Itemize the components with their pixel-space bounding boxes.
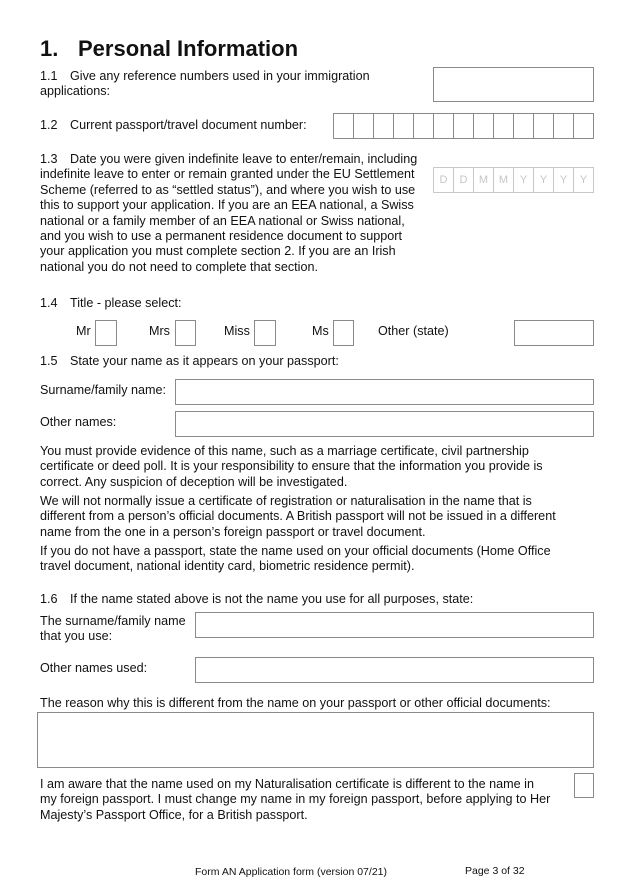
title-other-label: Other (state) [378, 324, 449, 338]
other-names-used-label: Other names used: [40, 661, 148, 675]
official-documents-note: We will not normally issue a certificate of registration or naturalisation in the name that is different from a person’s official documents. A British passport will not be issued in a different name from the one in a person’s foreign passport or travel document. [40, 494, 556, 539]
surname-label: Surname/family name: [40, 383, 166, 397]
other-names-input[interactable] [175, 411, 594, 437]
footer-page-number: Page 3 of 32 [465, 865, 525, 877]
q1-4-label: 1.4 Title - please select: [40, 296, 182, 310]
q1-2-label: 1.2 Current passport/travel document number: [40, 118, 307, 132]
title-mrs-checkbox[interactable] [175, 320, 196, 346]
title-mr-checkbox[interactable] [95, 320, 117, 346]
section-title: 1. Personal Information [40, 36, 299, 61]
used-surname-label: The surname/family name that you use: [40, 614, 186, 644]
no-passport-note: If you do not have a passport, state the name used on your official documents (Home Office travel document, national identity card, biometric residence permit). [40, 544, 551, 574]
awareness-checkbox[interactable] [574, 773, 594, 798]
q1-1-label: 1.1 Give any reference numbers used in your immigration applications: [40, 69, 370, 99]
title-mrs-label: Mrs [149, 324, 170, 338]
awareness-statement: I am aware that the name used on my Naturalisation certificate is different to the name in my foreign passport. I must change my name in my foreign passport, before applying to Her Majesty’s Passport Office, for a British passport. [40, 777, 551, 822]
surname-input[interactable] [175, 379, 594, 405]
reason-label: The reason why this is different from the name on your passport or other official documents: [40, 696, 551, 710]
footer-form-version: Form AN Application form (version 07/21) [195, 866, 387, 878]
used-surname-input[interactable] [195, 612, 594, 638]
title-mr-label: Mr [76, 324, 91, 338]
other-names-label: Other names: [40, 415, 117, 429]
reason-textarea[interactable] [37, 712, 594, 768]
reference-numbers-input[interactable] [433, 67, 594, 102]
q1-6-label: 1.6 If the name stated above is not the name you use for all purposes, state: [40, 592, 474, 606]
q1-5-label: 1.5 State your name as it appears on your passport: [40, 354, 339, 368]
settled-date-input[interactable]: D D M M Y Y Y Y [433, 167, 594, 193]
title-miss-label: Miss [224, 324, 250, 338]
passport-number-input[interactable] [333, 113, 594, 139]
title-ms-checkbox[interactable] [333, 320, 354, 346]
evidence-note: You must provide evidence of this name, such as a marriage certificate, civil partnership certificate or deed poll. It is your responsibility to ensure that the information you provide is correct. Any suspicion of deception will be investigated. [40, 444, 543, 489]
other-names-used-input[interactable] [195, 657, 594, 683]
title-other-input[interactable] [514, 320, 594, 346]
title-ms-label: Ms [312, 324, 329, 338]
q1-3-label: 1.3 Date you were given indefinite leave to enter/remain, including indefinite leave to enter or remain granted under the EU Settlement Scheme (referred to as “settled status”), and where you wish to use this to support your application. If you are an EEA national, a Swiss national or a family member of an EEA national or Swiss national, and you wish to use a permanent residence document to support your application you must complete section 2. If you are an Irish national you do not need to complete that section. [40, 152, 418, 274]
title-miss-checkbox[interactable] [254, 320, 276, 346]
